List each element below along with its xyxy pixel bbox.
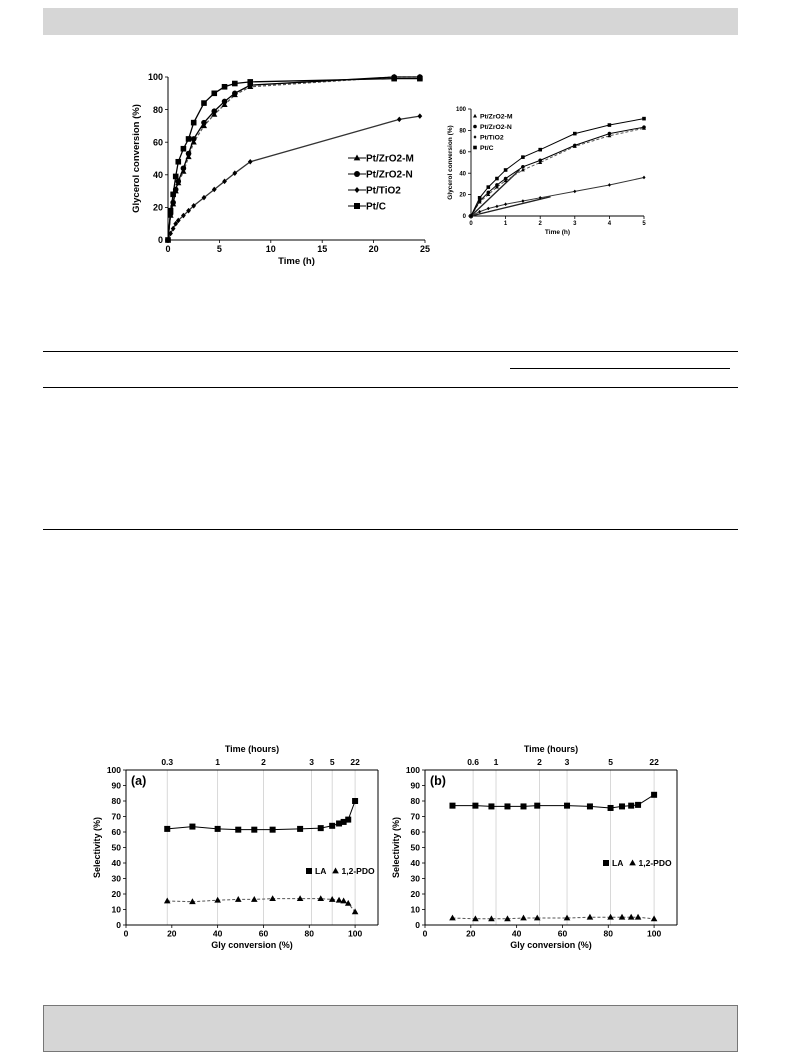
data-point [215,826,221,832]
data-point [181,146,187,152]
y-tick-label: 100 [147,72,163,83]
legend-label: Pt/ZrO2-N [480,123,512,131]
data-point [164,898,171,904]
data-point [189,824,195,830]
y-axis-label: Selectivity (%) [391,816,401,879]
data-point [164,826,170,832]
data-point [608,123,612,127]
data-point [651,915,658,921]
data-point [417,113,422,119]
x-tick-label: 0 [123,928,129,939]
data-point [352,908,359,914]
top-tick-label: 2 [261,757,266,767]
series-1-2-pdo [164,895,358,914]
series-line [167,899,355,912]
data-point [635,914,642,920]
top-tick-label: 5 [608,757,613,767]
data-point [619,914,626,920]
legend-marker [473,114,477,118]
y-tick-label: 0 [157,235,163,246]
top-tick-label: 1 [493,757,499,767]
y-axis-label: Selectivity (%) [92,816,102,879]
data-point [191,120,197,126]
top-tick-label: 0.3 [161,757,174,767]
data-point [232,81,238,87]
legend-marker [629,860,636,866]
panel-label: (a) [131,774,147,788]
y-tick-label: 90 [410,780,420,791]
x-tick-label: 40 [212,928,223,939]
legend-marker [473,135,476,139]
data-point [251,827,257,833]
top-tick-label: 22 [350,757,360,767]
legend-marker [306,868,312,874]
series-pt-tio2 [469,176,645,218]
data-point [628,803,634,809]
legend-label: 1,2-PDO [341,865,375,876]
data-point [397,117,402,123]
data-point [495,183,499,187]
legend [306,866,375,876]
legend-marker [354,171,360,177]
y-tick-label: 60 [152,137,163,148]
legend-marker [354,187,359,193]
data-point [340,898,347,904]
x-tick-label: 0 [422,928,428,939]
legend-label: Pt/ZrO2-M [480,113,513,121]
data-point [269,895,276,901]
top-tick-label: 1 [215,757,221,767]
data-point [487,185,491,189]
data-point [534,803,540,809]
data-point [538,148,542,152]
chart-2 [447,107,646,236]
data-point [165,237,171,243]
y-tick-label: 100 [106,764,121,775]
x-tick-label: 4 [607,221,612,227]
data-point [297,895,304,901]
y-tick-label: 80 [111,795,121,806]
data-point [478,196,482,200]
y-axis-label: Glycerol conversion (%) [447,125,454,200]
data-point [573,132,577,136]
legend [348,154,414,213]
data-point [222,84,228,90]
data-point [587,914,594,920]
x-tick-label: 0 [165,244,171,254]
x-tick-label: 10 [265,244,276,254]
top-axis-label: Time (hours) [523,744,579,754]
data-point [173,174,179,180]
data-point [608,132,612,136]
data-point [417,76,423,82]
x-axis-label: Gly conversion (%) [510,940,592,950]
data-point [235,896,242,902]
data-point [538,159,542,163]
data-point [487,191,491,195]
y-tick-label: 30 [111,873,121,884]
y-tick-label: 80 [152,104,163,115]
y-tick-label: 0 [462,214,466,221]
data-point [488,915,495,921]
data-point [175,179,181,185]
data-point [504,803,510,809]
panel-label: (b) [430,774,446,788]
y-tick-label: 10 [410,904,420,915]
x-axis-label: Gly conversion (%) [211,940,293,950]
data-point [186,136,192,142]
data-point [211,108,217,114]
data-point [608,183,611,187]
y-tick-label: 0 [415,919,420,930]
data-point [352,798,358,804]
top-tick-label: 2 [537,757,542,767]
x-tick-label: 100 [646,928,662,939]
y-tick-label: 20 [152,202,163,213]
legend-label: Pt/TiO2 [480,134,504,142]
x-tick-label: 2 [538,221,542,227]
chart-4 [391,744,677,950]
data-point [449,915,456,921]
data-point [329,823,335,829]
data-point [521,155,525,159]
data-point [642,117,646,121]
legend-marker [354,155,361,161]
legend-label: 1,2-PDO [638,857,672,868]
chart-3 [92,744,378,950]
x-tick-label: 5 [216,244,222,254]
y-tick-label: 70 [111,811,121,822]
x-axis-label: Time (h) [544,229,571,236]
y-tick-label: 40 [111,857,121,868]
x-tick-label: 0 [469,221,473,227]
legend-label: LA [612,857,624,868]
data-point [521,165,525,169]
y-tick-label: 40 [459,171,466,178]
data-point [232,91,238,97]
x-tick-label: 60 [258,928,269,939]
x-tick-label: 5 [642,221,646,227]
x-tick-label: 25 [419,244,431,254]
y-tick-label: 50 [111,842,121,853]
top-tick-label: 5 [329,757,335,767]
data-point [504,168,508,172]
data-point [170,192,176,198]
y-tick-label: 80 [410,795,420,806]
x-tick-label: 3 [573,221,577,227]
x-tick-label: 20 [466,928,476,939]
legend-label: Pt/C [366,201,386,213]
legend-label: Pt/ZrO2-M [366,153,414,165]
y-tick-label: 80 [459,128,466,135]
y-tick-label: 20 [111,888,121,899]
data-point [449,803,455,809]
data-point [642,176,645,180]
series-la [449,792,657,811]
y-tick-label: 0 [116,919,121,930]
y-tick-label: 70 [410,811,420,822]
legend-marker [603,860,609,866]
data-point [573,190,576,194]
data-point [168,208,174,214]
x-tick-label: 15 [317,244,328,254]
data-point [472,803,478,809]
data-point [175,159,181,165]
data-point [201,100,207,106]
y-tick-label: 40 [152,169,163,180]
data-point [318,825,324,831]
legend-marker [332,868,339,874]
x-tick-label: 100 [347,928,363,939]
top-tick-label: 22 [649,757,659,767]
data-point [635,802,641,808]
top-axis-label: Time (hours) [224,744,280,754]
top-tick-label: 0.6 [467,757,480,767]
y-axis-label: Glycerol conversion (%) [131,104,142,213]
data-point [247,79,253,85]
data-point [181,165,187,171]
x-tick-label: 20 [167,928,177,939]
data-point [211,91,217,97]
data-point [608,805,614,811]
data-point [297,826,303,832]
y-tick-label: 50 [410,842,420,853]
data-point [270,827,276,833]
legend-label: Pt/ZrO2-N [366,169,413,181]
data-point [504,177,508,181]
y-tick-label: 40 [410,857,420,868]
x-tick-label: 40 [511,928,522,939]
chart-1 [131,72,430,267]
y-tick-label: 100 [405,764,420,775]
legend-marker [473,125,477,129]
legend-label: LA [315,865,327,876]
data-point [201,120,207,126]
data-point [651,792,657,798]
data-point [619,803,625,809]
data-point [345,817,351,823]
x-axis-label: Time (h) [278,256,315,267]
top-tick-label: 3 [309,757,314,767]
series-line [471,119,644,216]
data-point [469,214,473,218]
data-point [235,827,241,833]
legend-marker [473,146,477,150]
data-point [391,76,397,82]
y-tick-label: 20 [410,888,420,899]
y-tick-label: 20 [459,192,466,199]
x-tick-label: 20 [368,244,379,254]
data-point [520,915,527,921]
data-point [495,177,499,181]
y-tick-label: 10 [111,904,121,915]
data-point [521,199,524,203]
series-1-2-pdo [449,914,657,921]
data-point [504,202,507,206]
data-point [488,803,494,809]
data-point [487,207,490,211]
legend-marker [354,203,360,209]
data-point [251,896,258,902]
data-point [186,151,192,157]
data-point [607,914,614,920]
legend [473,113,513,152]
data-point [191,136,197,142]
series-la [164,798,358,833]
data-point [587,803,593,809]
y-tick-label: 90 [111,780,121,791]
legend [603,858,672,868]
y-tick-label: 30 [410,873,420,884]
data-point [564,803,570,809]
legend-label: Pt/TiO2 [366,185,401,197]
data-point [495,205,498,209]
y-tick-label: 60 [410,826,420,837]
y-tick-label: 60 [111,826,121,837]
data-point [521,803,527,809]
x-tick-label: 80 [603,928,614,939]
data-point [642,125,646,129]
legend-label: Pt/C [480,144,494,152]
x-tick-label: 1 [503,221,508,227]
data-point [317,895,324,901]
data-point [222,99,228,105]
x-tick-label: 60 [557,928,568,939]
data-point [628,914,635,920]
y-tick-label: 100 [455,107,466,114]
y-tick-label: 60 [459,149,466,156]
x-tick-label: 80 [304,928,315,939]
data-point [573,144,577,148]
top-tick-label: 3 [564,757,570,767]
